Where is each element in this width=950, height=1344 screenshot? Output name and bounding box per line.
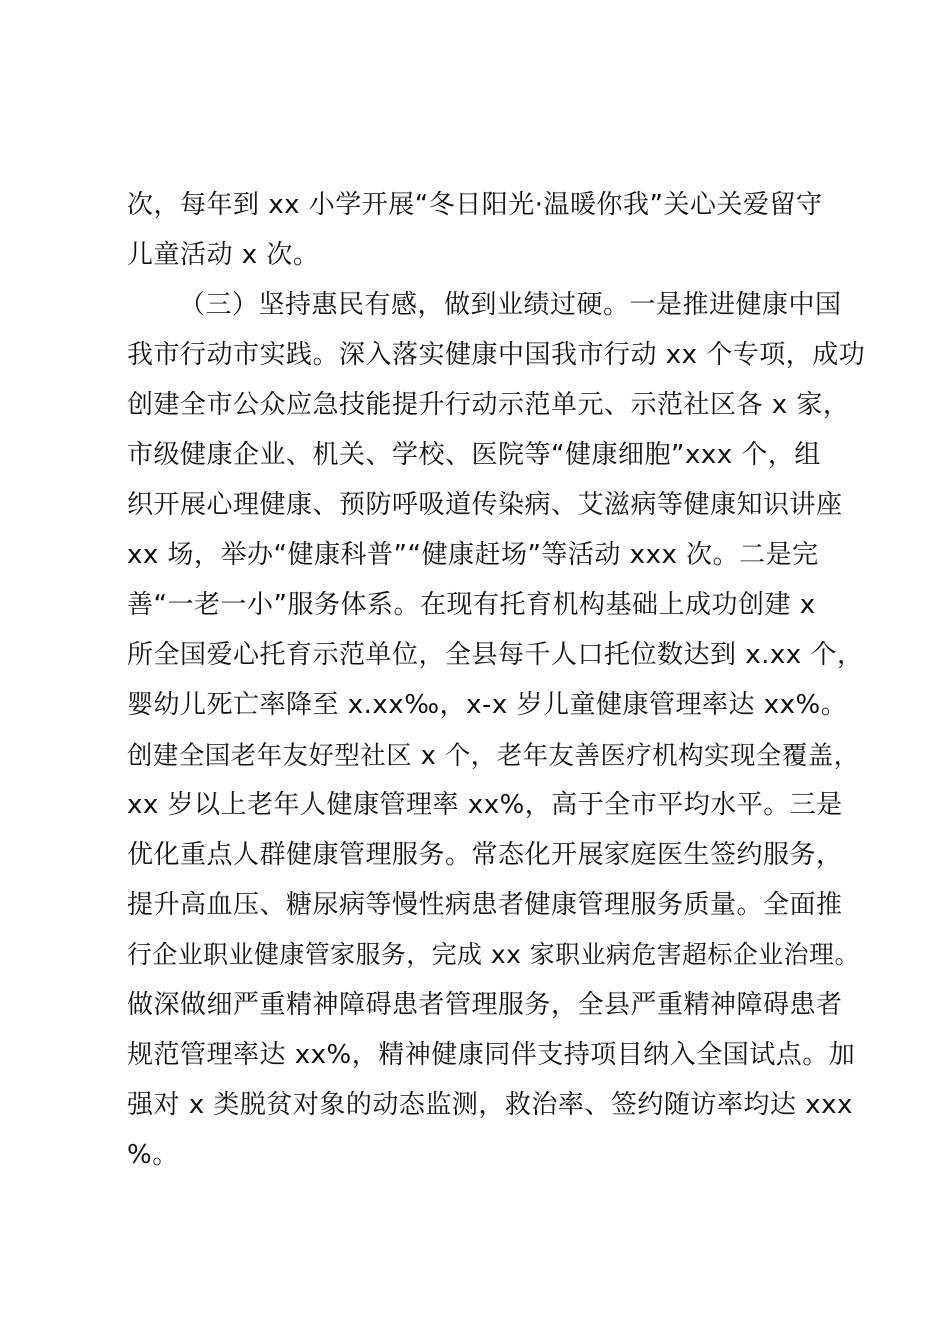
text-line: 强对 x 类脱贫对象的动态监测，救治率、签约随访率均达 xxx [127,1090,853,1120]
text-line: 做深做细严重精神障碍患者管理服务，全县严重精神障碍患者 [127,990,843,1020]
text-line: 善“一老一小”服务体系。在现有托育机构基础上成功创建 x [127,590,816,620]
text-line: %。 [127,1140,179,1170]
text-line: 所全国爱心托育示范单位，全县每千人口托位数达到 x.xx 个， [127,640,864,670]
text-line-paragraph-start: （三）坚持惠民有感，做到业绩过硬。一是推进健康中国 [179,290,842,320]
text-line: 提升高血压、糖尿病等慢性病患者健康管理服务质量。全面推 [127,890,843,920]
text-line: 规范管理率达 xx%，精神健康同伴支持项目纳入全国试点。加 [127,1040,856,1070]
text-line: 次，每年到 xx 小学开展“冬日阳光·温暖你我”关心关爱留守 [127,190,823,220]
body-text [127,180,867,1180]
text-line: 织开展心理健康、预防呼吸道传染病、艾滋病等健康知识讲座 [127,490,843,520]
text-line: xx 岁以上老年人健康管理率 xx%，高于全市平均水平。三是 [127,790,843,820]
text-line: 儿童活动 x 次。 [127,240,320,270]
text-line: 市级健康企业、机关、学校、医院等“健康细胞”xxx 个，组 [127,440,821,470]
text-line: 优化重点人群健康管理服务。常态化开展家庭医生签约服务， [127,840,843,870]
text-line: 创建全市公众应急技能提升行动示范单元、示范社区各 x 家， [127,390,850,420]
text-line: xx 场，举办“健康科普”“健康赶场”等活动 xxx 次。二是完 [127,540,819,570]
text-line: 行企业职业健康管家服务，完成 xx 家职业病危害超标企业治理。 [127,940,860,969]
text-line: 我市行动市实践。深入落实健康中国我市行动 xx 个专项，成功 [127,340,866,370]
text-line: 创建全国老年友好型社区 x 个，老年友善医疗机构实现全覆盖， [127,740,860,770]
text-line: 婴幼儿死亡率降至 x.xx‰，x-x 岁儿童健康管理率达 xx%。 [127,690,848,720]
